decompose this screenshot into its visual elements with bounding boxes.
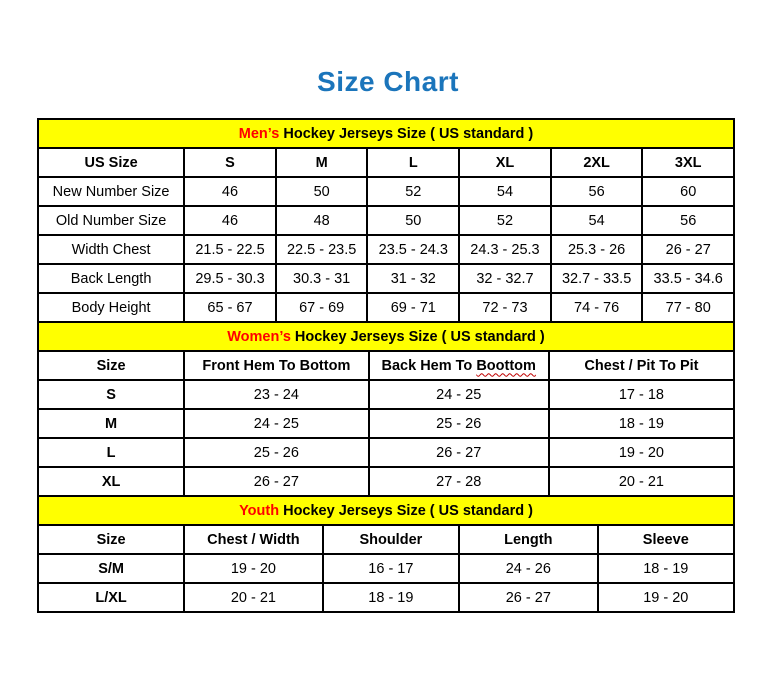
value-cell: 23.5 - 24.3 [367,235,459,264]
section-header-row-womens [38,322,734,351]
value-cell: 74 - 76 [551,293,643,322]
table-row [38,438,734,467]
column-header: Chest / Pit To Pit [549,351,734,380]
table-row [38,554,734,583]
misspelled-word: Boottom [476,357,536,374]
row-label-cell: Back Length [38,264,184,293]
table-row [38,409,734,438]
value-cell: 50 [276,177,368,206]
value-cell: 16 - 17 [323,554,459,583]
column-header-row [38,148,734,177]
column-header: XL [459,148,551,177]
value-cell: 56 [642,206,734,235]
value-cell: 23 - 24 [184,380,368,409]
row-label-cell: Width Chest [38,235,184,264]
table-row [38,467,734,496]
value-cell: 26 - 27 [459,583,598,612]
column-header: US Size [38,148,184,177]
value-cell: 18 - 19 [323,583,459,612]
column-header: S [184,148,276,177]
section-title-highlight: Youth [239,502,280,519]
value-cell: 25 - 26 [184,438,368,467]
value-cell: 67 - 69 [276,293,368,322]
value-cell: 26 - 27 [642,235,734,264]
value-cell: 29.5 - 30.3 [184,264,276,293]
row-label-cell: Body Height [38,293,184,322]
column-header-row [38,525,734,554]
table-row [38,583,734,612]
value-cell: 19 - 20 [549,438,734,467]
column-header-row [38,351,734,380]
size-table-womens [37,321,735,497]
value-cell: 33.5 - 34.6 [642,264,734,293]
column-header: L [367,148,459,177]
value-cell: 24 - 26 [459,554,598,583]
column-header: M [276,148,368,177]
value-cell: 46 [184,206,276,235]
column-header: Shoulder [323,525,459,554]
value-cell: 24.3 - 25.3 [459,235,551,264]
value-cell: 72 - 73 [459,293,551,322]
value-cell: 54 [551,206,643,235]
value-cell: 60 [642,177,734,206]
section-title-rest: Hockey Jerseys Size ( US standard ) [290,328,545,345]
value-cell: 32.7 - 33.5 [551,264,643,293]
section-title-rest: Hockey Jerseys Size ( US standard ) [279,125,534,142]
value-cell: 52 [367,177,459,206]
row-label-cell: M [38,409,184,438]
value-cell: 18 - 19 [549,409,734,438]
value-cell: 56 [551,177,643,206]
row-label-cell: L/XL [38,583,184,612]
value-cell: 46 [184,177,276,206]
section-title-highlight: Men’s [238,125,280,142]
row-label-cell: New Number Size [38,177,184,206]
value-cell: 18 - 19 [598,554,734,583]
value-cell: 24 - 25 [369,380,549,409]
value-cell: 25 - 26 [369,409,549,438]
value-cell: 17 - 18 [549,380,734,409]
value-cell: 50 [367,206,459,235]
value-cell: 32 - 32.7 [459,264,551,293]
column-header: Length [459,525,598,554]
row-label-cell: S/M [38,554,184,583]
value-cell: 54 [459,177,551,206]
column-header: Sleeve [598,525,734,554]
column-header: Front Hem To Bottom [184,351,368,380]
section-header-row-youth [38,496,734,525]
section-title-highlight: Women’s [227,328,291,345]
section-title-mens [38,119,734,148]
table-row [38,293,734,322]
value-cell: 24 - 25 [184,409,368,438]
value-cell: 19 - 20 [598,583,734,612]
column-header: Size [38,351,184,380]
column-header: 2XL [551,148,643,177]
column-header: Size [38,525,184,554]
row-label-cell: XL [38,467,184,496]
column-header: Back Hem To Boottom [369,351,549,380]
table-row [38,380,734,409]
section-title-youth [38,496,734,525]
value-cell: 20 - 21 [184,583,323,612]
page-title: Size Chart [317,66,459,97]
value-cell: 21.5 - 22.5 [184,235,276,264]
value-cell: 26 - 27 [369,438,549,467]
value-cell: 65 - 67 [184,293,276,322]
section-title-rest: Hockey Jerseys Size ( US standard ) [279,502,533,519]
value-cell: 77 - 80 [642,293,734,322]
value-cell: 52 [459,206,551,235]
value-cell: 31 - 32 [367,264,459,293]
value-cell: 19 - 20 [184,554,323,583]
value-cell: 30.3 - 31 [276,264,368,293]
table-row [38,206,734,235]
value-cell: 48 [276,206,368,235]
value-cell: 25.3 - 26 [551,235,643,264]
value-cell: 26 - 27 [184,467,368,496]
table-row [38,177,734,206]
table-row [38,235,734,264]
row-label-cell: Old Number Size [38,206,184,235]
table-row [38,264,734,293]
value-cell: 69 - 71 [367,293,459,322]
value-cell: 27 - 28 [369,467,549,496]
column-header: Chest / Width [184,525,323,554]
size-tables-container [37,118,735,613]
section-title-womens [38,322,734,351]
size-table-mens [37,118,735,323]
column-header: 3XL [642,148,734,177]
row-label-cell: L [38,438,184,467]
size-table-youth [37,495,735,613]
value-cell: 20 - 21 [549,467,734,496]
row-label-cell: S [38,380,184,409]
value-cell: 22.5 - 23.5 [276,235,368,264]
section-header-row-mens [38,119,734,148]
